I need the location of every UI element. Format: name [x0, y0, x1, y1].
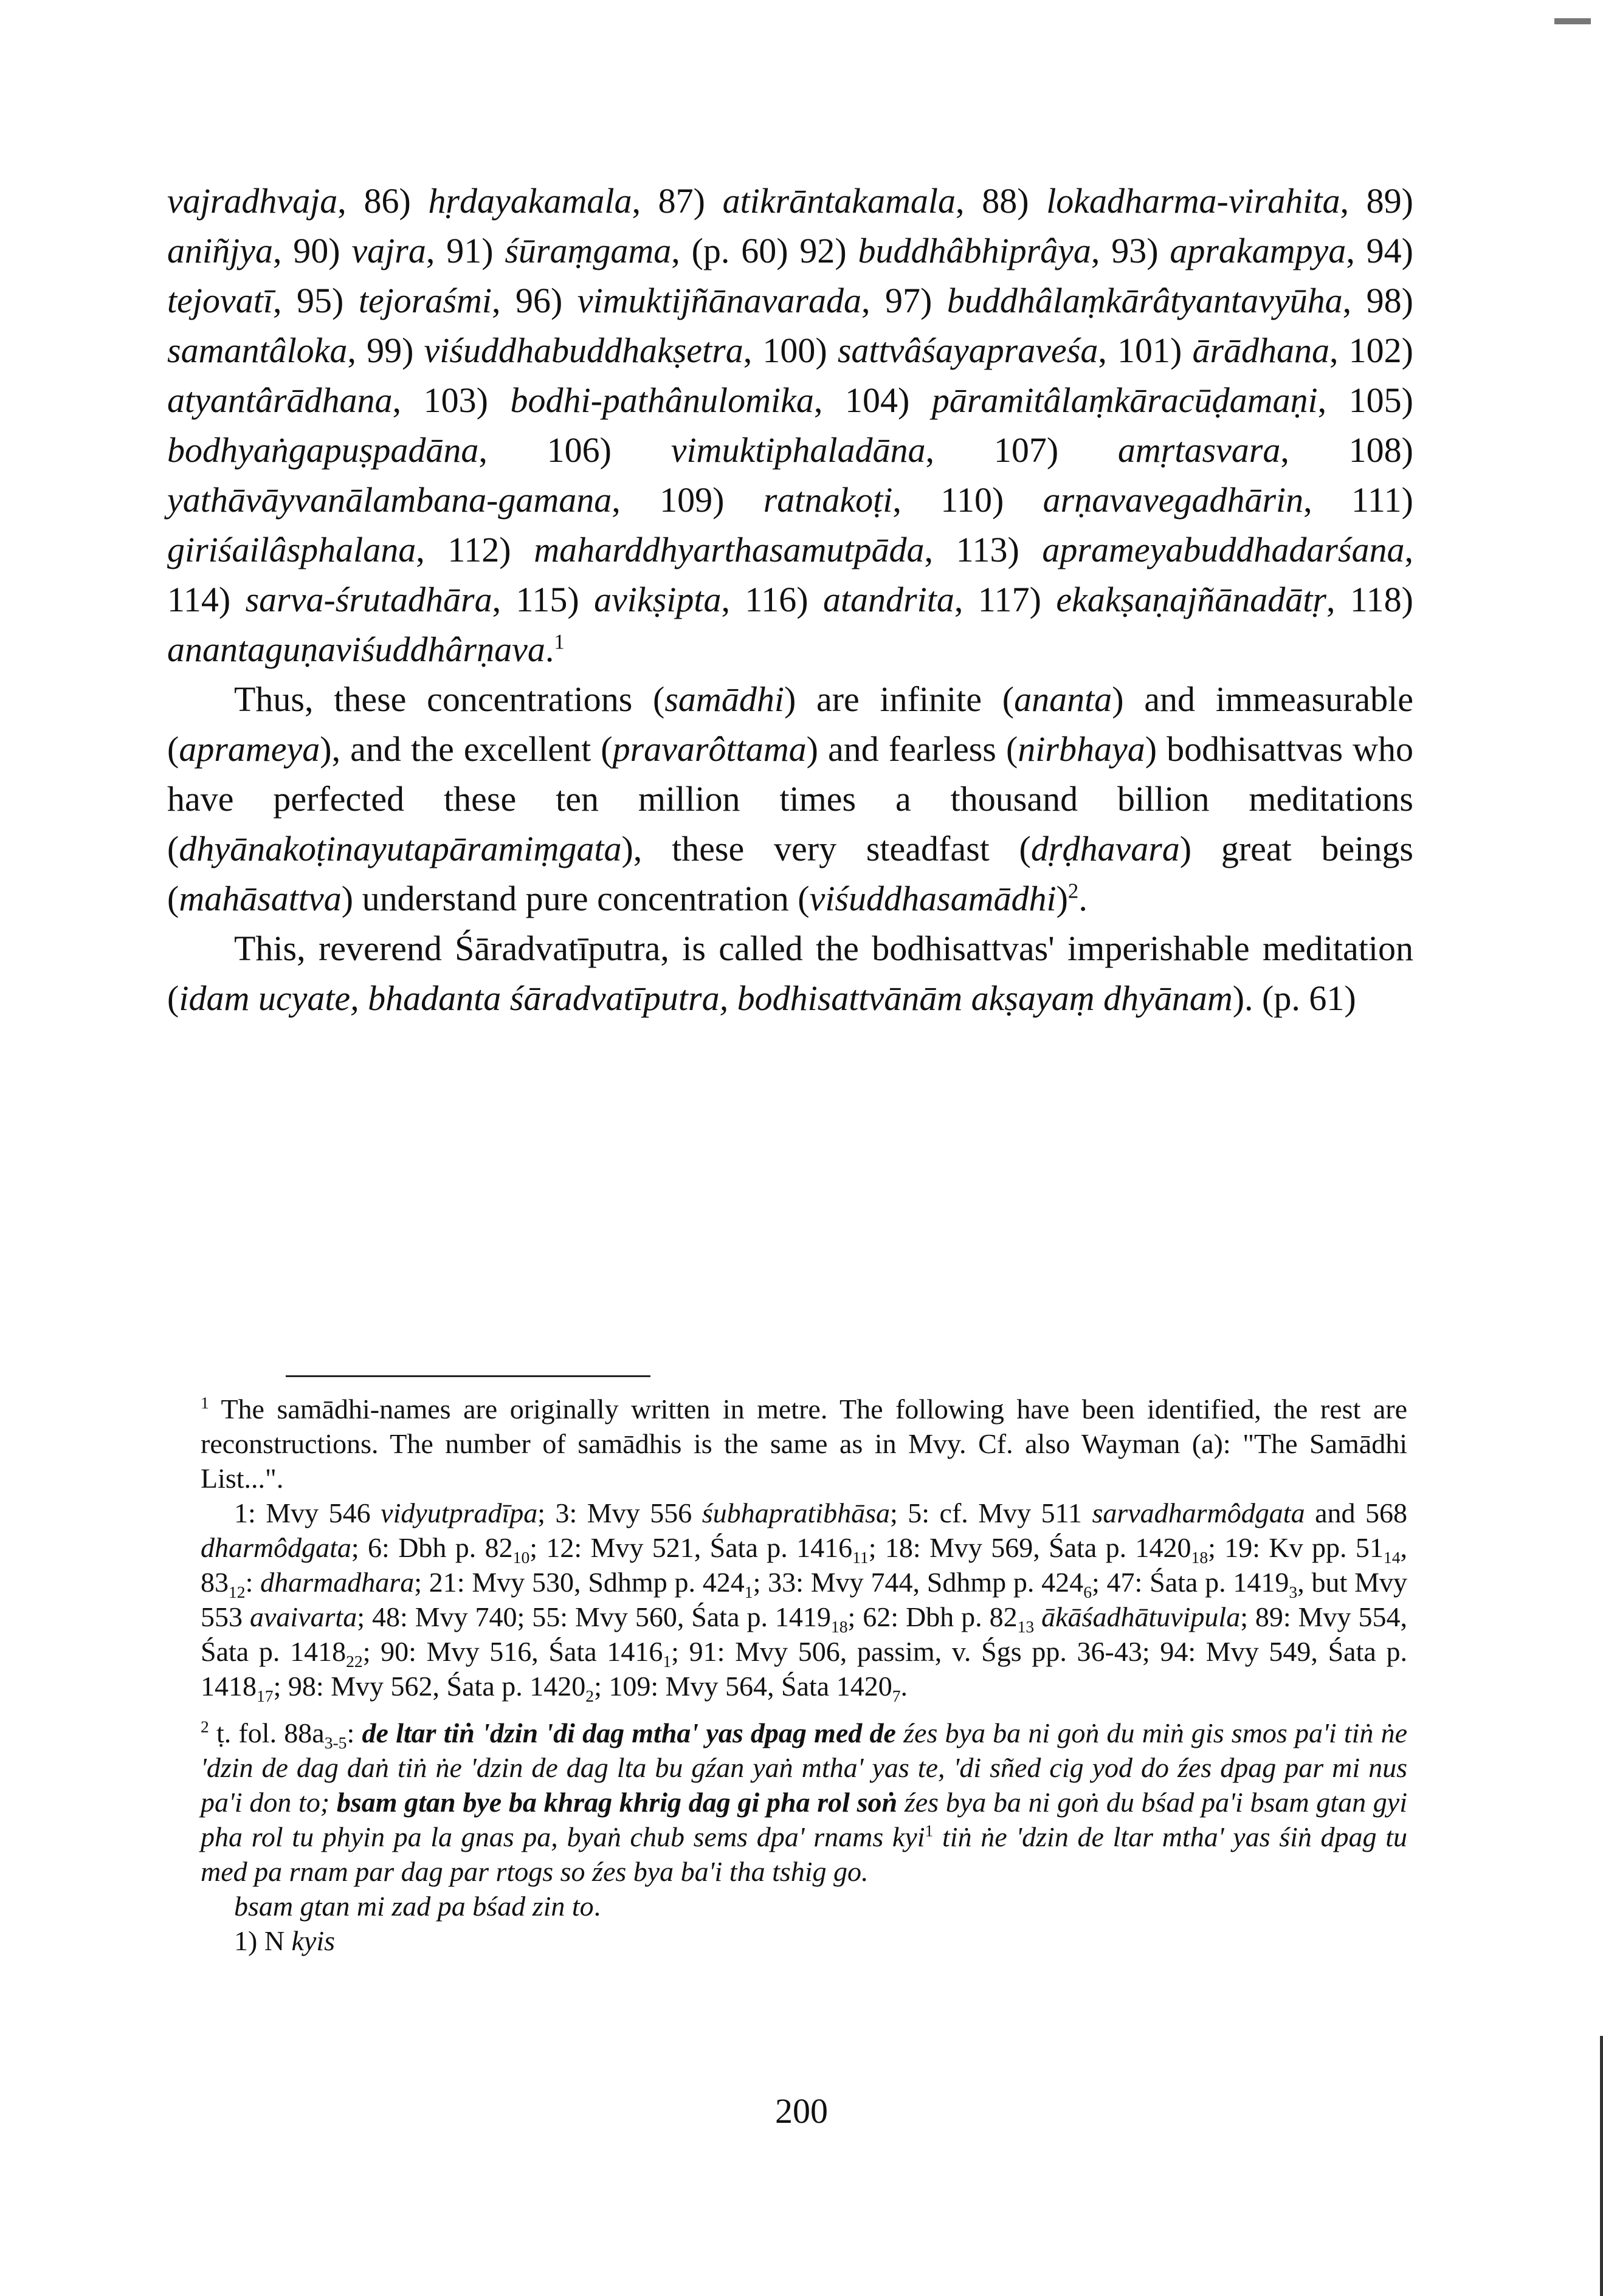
- text-run: .: [593, 1891, 601, 1922]
- italic-run: ārādhana: [1192, 331, 1330, 370]
- subscript-run: 6: [1083, 1583, 1092, 1602]
- italic-run: śūraṃgama: [505, 231, 672, 270]
- text-run: ), and the excellent (: [320, 729, 613, 769]
- text-run: , 110): [892, 480, 1043, 520]
- italic-run: tiṅ ṅe 'dzin de ltar mtha' yas śiṅ dpag tu med pa rnam par dag par rtogs so źes bya ba'i tha tshig go.: [201, 1821, 1407, 1887]
- footnote-paragraph: [201, 1716, 1407, 1889]
- text-run: , but Mvy 553: [201, 1567, 1407, 1632]
- text-run: 1) N: [234, 1925, 292, 1956]
- text-run: , 98): [1342, 281, 1413, 320]
- text-run: , 90): [272, 231, 352, 270]
- italic-run: kyis: [291, 1925, 336, 1956]
- text-run: Thus, these concentrations (: [234, 679, 665, 719]
- text-run: , 113): [924, 530, 1043, 569]
- italic-run: dṛḍhavara: [1030, 829, 1180, 868]
- footnote-separator: [286, 1375, 650, 1377]
- italic-run: śubhapratibhāsa: [702, 1497, 890, 1528]
- footnote-marker: 2: [1067, 879, 1079, 903]
- text-run: ; 33: Mvy 744, Sdhmp p. 424: [753, 1567, 1084, 1598]
- text-run: ; 6: Dbh p. 82: [351, 1532, 513, 1563]
- text-run: ): [1056, 879, 1068, 918]
- text-run: [1034, 1601, 1041, 1632]
- footnote-marker: 1: [201, 1393, 209, 1412]
- italic-run: idam ucyate, bhadanta śāradvatīputra, bodhisattvānām akṣayaṃ dhyānam: [179, 978, 1233, 1018]
- text-run: , 97): [861, 281, 947, 320]
- text-run: ; 48: Mvy 740; 55: Mvy 560, Śata p. 1419: [357, 1601, 831, 1632]
- italic-run: vajradhvaja: [167, 181, 338, 221]
- subscript-run: 7: [892, 1686, 901, 1706]
- body-paragraph: [167, 675, 1413, 924]
- subscript-run: 13: [1017, 1617, 1035, 1637]
- italic-run: vimuktiphaladāna: [671, 430, 926, 470]
- subscript-run: 17: [257, 1686, 274, 1706]
- italic-run: nirbhaya: [1018, 729, 1145, 769]
- italic-run: tejovatī: [167, 281, 273, 320]
- text-run: .: [1078, 879, 1088, 918]
- text-run: , 99): [347, 331, 424, 370]
- scan-artifact: [1554, 18, 1591, 24]
- text-run: ; 12: Mvy 521, Śata p. 1416: [529, 1532, 853, 1563]
- italic-run: pāramitâlaṃkāracūḍamaṇi: [931, 380, 1318, 420]
- scan-edge: [1600, 2036, 1603, 2296]
- text-run: , (p. 60) 92): [671, 231, 858, 270]
- italic-run: aprameyabuddhadarśana: [1042, 530, 1405, 569]
- text-run: , 115): [492, 580, 595, 619]
- footnote-paragraph: [201, 1923, 1407, 1958]
- italic-run: avikṣipta: [594, 580, 722, 619]
- italic-run: bodhi-pathânulomika: [510, 380, 814, 420]
- text-run: ; 21: Mvy 530, Sdhmp p. 424: [414, 1567, 745, 1598]
- subscript-run: 3-5: [324, 1733, 347, 1753]
- text-run: The samādhi-names are originally written in metre. The following have been identified, the rest are reconstructions. The number of samādhis is the same as in Mvy. Cf. also Wayman (a): "The Samādhi List...".: [201, 1394, 1407, 1494]
- text-run: ; 90: Mvy 516, Śata 1416: [362, 1636, 663, 1667]
- text-run: , 102): [1329, 331, 1413, 370]
- text-run: and 568: [1305, 1497, 1407, 1528]
- text-run: 1: Mvy 546: [234, 1497, 381, 1528]
- subscript-run: 22: [346, 1652, 363, 1671]
- text-run: .: [900, 1671, 908, 1702]
- italic-run: vimuktijñānavarada: [577, 281, 861, 320]
- body-paragraph: [167, 924, 1413, 1023]
- text-run: , 111): [1303, 480, 1413, 520]
- text-run: , 87): [632, 181, 723, 221]
- italic-run: viśuddhasamādhi: [809, 879, 1057, 918]
- text-run: ), these very steadfast (: [621, 829, 1031, 868]
- italic-run: bodhyaṅgapuṣpadāna: [167, 430, 479, 470]
- text-run: , 83: [201, 1532, 1407, 1598]
- italic-run: vajra: [351, 231, 426, 270]
- italic-run: źes bya ba ni goṅ du bśad pa'i bsam gtan gyi pha rol tu phyin pa la gnas pa, byaṅ chub sems dpa' rnams kyi: [201, 1787, 1407, 1852]
- subscript-run: 1: [663, 1652, 672, 1671]
- text-run: , 93): [1091, 231, 1170, 270]
- text-run: , 105): [1317, 380, 1413, 420]
- text-run: ). (p. 61): [1232, 978, 1356, 1018]
- italic-run: giriśailâsphalana: [167, 530, 416, 569]
- page-number: 200: [775, 2091, 828, 2131]
- text-run: , 116): [721, 580, 823, 619]
- italic-run: aprakampya: [1170, 231, 1346, 270]
- italic-run: dhyānakoṭinayutapāramiṃgata: [179, 829, 622, 868]
- text-run: :: [245, 1567, 261, 1598]
- italic-run: hṛdayakamala: [428, 181, 632, 221]
- text-run: , 95): [272, 281, 359, 320]
- italic-run: avaivarta: [249, 1601, 357, 1632]
- italic-run: ananta: [1014, 679, 1112, 719]
- footnote-marker: 2: [201, 1717, 209, 1736]
- italic-run: ākāśadhātuvipula: [1041, 1601, 1241, 1632]
- text-run: , 108): [1280, 430, 1413, 470]
- italic-run: yathāvāyvanālambana-gamana: [167, 480, 612, 520]
- italic-run: sattvâśayapraveśa: [837, 331, 1098, 370]
- italic-run: dharmôdgata: [201, 1532, 351, 1563]
- italic-run: viśuddhabuddhakṣetra: [424, 331, 743, 370]
- subscript-run: 1: [744, 1583, 753, 1602]
- italic-run: sarvadharmôdgata: [1092, 1497, 1305, 1528]
- bold-italic-run: bsam gtan bye ba khrag khrig dag gi pha rol soṅ: [336, 1787, 898, 1818]
- text-run: , 118): [1326, 580, 1413, 619]
- subscript-run: 3: [1289, 1583, 1298, 1602]
- italic-run: mahāsattva: [179, 879, 342, 918]
- text-run: , 106): [478, 430, 671, 470]
- italic-run: atyantârādhana: [167, 380, 393, 420]
- text-run: ) understand pure concentration (: [341, 879, 810, 918]
- footnotes: [201, 1392, 1407, 1958]
- text-run: , 94): [1346, 231, 1413, 270]
- text-run: , 96): [491, 281, 577, 320]
- text-run: ; 5: cf. Mvy 511: [889, 1497, 1092, 1528]
- italic-run: aprameya: [179, 729, 320, 769]
- text-run: ; 98: Mvy 562, Śata p. 1420: [273, 1671, 586, 1702]
- text-run: ; 109: Mvy 564, Śata 1420: [594, 1671, 892, 1702]
- text-run: , 88): [956, 181, 1047, 221]
- text-run: ; 19: Kv pp. 51: [1208, 1532, 1384, 1563]
- text-run: , 101): [1098, 331, 1193, 370]
- italic-run: buddhâbhiprâya: [858, 231, 1091, 270]
- footnote-paragraph: [201, 1889, 1407, 1923]
- text-run: , 114): [167, 530, 1413, 619]
- italic-run: atikrāntakamala: [722, 181, 956, 221]
- text-run: ) bodhisattvas who have perfected these ten million times a thousand billion meditations (: [167, 729, 1413, 868]
- text-run: ) great beings (: [167, 829, 1413, 918]
- text-run: :: [346, 1717, 362, 1748]
- italic-run: vidyutpradīpa: [381, 1497, 538, 1528]
- text-run: , 107): [925, 430, 1118, 470]
- text-run: ṭ. fol. 88a: [209, 1717, 325, 1748]
- subscript-run: 18: [1191, 1548, 1208, 1567]
- text-run: , 112): [416, 530, 534, 569]
- italic-run: aniñjya: [167, 231, 273, 270]
- subscript-run: 12: [229, 1583, 246, 1602]
- subscript-run: 14: [1383, 1548, 1401, 1567]
- text-run: , 100): [743, 331, 838, 370]
- italic-run: samādhi: [664, 679, 784, 719]
- italic-run: sarva-śrutadhāra: [245, 580, 492, 619]
- italic-run: pravarôttama: [612, 729, 807, 769]
- italic-run: dharmadhara: [260, 1567, 415, 1598]
- text-run: ; 89: Mvy 554, Śata p. 1418: [201, 1601, 1408, 1667]
- subscript-run: 10: [512, 1548, 530, 1567]
- text-run: ; 47: Śata p. 1419: [1091, 1567, 1289, 1598]
- italic-run: tejoraśmi: [358, 281, 492, 320]
- italic-run: samantâloka: [167, 331, 348, 370]
- footnote-marker: 1: [925, 1821, 934, 1840]
- text-run: , 104): [813, 380, 932, 420]
- body-paragraph: [167, 176, 1413, 675]
- subscript-run: 11: [852, 1548, 869, 1567]
- italic-run: amṛtasvara: [1117, 430, 1281, 470]
- subscript-run: 18: [830, 1617, 848, 1637]
- italic-run: arṇavavegadhārin: [1043, 480, 1304, 520]
- text-run: , 117): [954, 580, 1057, 619]
- footnote-marker: 1: [554, 630, 565, 654]
- text-run: , 86): [337, 181, 429, 221]
- italic-run: lokadharma-virahita: [1046, 181, 1340, 221]
- text-run: , 109): [612, 480, 764, 520]
- text-run: ; 3: Mvy 556: [537, 1497, 702, 1528]
- text-run: ) and fearless (: [806, 729, 1018, 769]
- italic-run: bsam gtan mi zad pa bśad zin to: [234, 1891, 594, 1922]
- footnote-paragraph: [201, 1392, 1407, 1496]
- italic-run: anantaguṇaviśuddhârṇava: [167, 630, 545, 669]
- footnote-paragraph: [201, 1496, 1408, 1706]
- text-run: ) and immeasurable (: [167, 679, 1414, 769]
- text-run: , 103): [392, 380, 511, 420]
- text-run: ; 18: Mvy 569, Śata p. 1420: [868, 1532, 1191, 1563]
- italic-run: maharddhyarthasamutpāda: [534, 530, 925, 569]
- italic-run: buddhâlaṃkārâtyantavyūha: [946, 281, 1343, 320]
- text-run: .: [545, 630, 554, 669]
- text-run: This, reverend Śāradvatīputra, is called the bodhisattvas' imperishable meditation (: [167, 929, 1413, 1018]
- subscript-run: 2: [585, 1686, 595, 1706]
- text-run: ; 62: Dbh p. 82: [847, 1601, 1018, 1632]
- italic-run: atandrita: [822, 580, 954, 619]
- italic-run: ekakṣaṇajñānadātṛ: [1056, 580, 1326, 619]
- text-run: , 89): [1340, 181, 1413, 221]
- text-run: ; 91: Mvy 506, passim, v. Śgs pp. 36-43; 94: Mvy 549, Śata p. 1418: [201, 1636, 1407, 1702]
- text-run: ) are infinite (: [784, 679, 1015, 719]
- text-run: , 91): [426, 231, 505, 270]
- bold-italic-run: de ltar tiṅ 'dzin 'di dag mtha' yas dpag med de: [362, 1717, 896, 1748]
- main-text: [167, 176, 1413, 1023]
- italic-run: źes bya ba ni goṅ du miṅ gis smos pa'i tiṅ ṅe 'dzin de dag daṅ tiṅ ṅe 'dzin de dag lta bu gźan yaṅ mtha' yas te, 'di sñed cig yod do źes dpag par mi nus pa'i don to;: [201, 1717, 1408, 1818]
- italic-run: ratnakoṭi: [763, 480, 893, 520]
